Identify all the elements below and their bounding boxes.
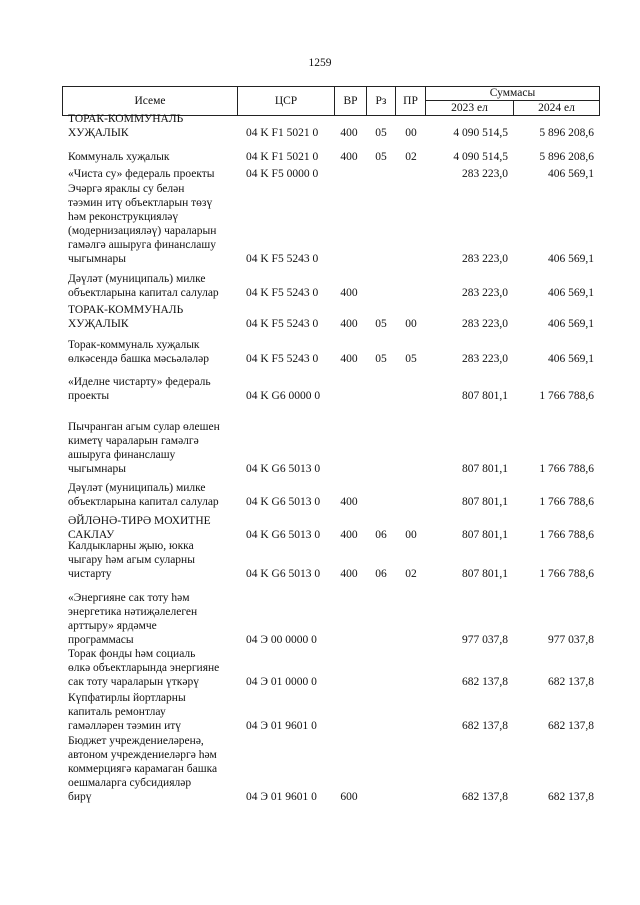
table-row [0, 539, 640, 581]
row-rz: 05 [375, 318, 387, 330]
row-sum-2024: 1 766 788,6 [539, 390, 594, 402]
row-vr: 400 [340, 353, 358, 365]
row-sum-2024: 406 569,1 [548, 318, 594, 330]
row-name: «Энергияне сак тоту һәм энергетика нәтиҗәлелеген арттыру» ярдәмче программасы [68, 592, 198, 646]
row-rz: 05 [375, 353, 387, 365]
row-sum-2023: 4 090 514,5 [453, 151, 508, 163]
table-row [0, 514, 640, 542]
row-sum-2024: 682 137,8 [548, 791, 594, 803]
row-name: ӘЙЛӘНӘ-ТИРӘ МОХИТНЕ САКЛАУ [68, 515, 211, 541]
table-row [0, 734, 640, 804]
row-sum-2024: 406 569,1 [548, 353, 594, 365]
row-pr: 05 [405, 353, 417, 365]
table-row [0, 167, 640, 181]
header-name: Исеме [63, 87, 238, 115]
row-name: Торак фонды һәм социаль өлкә объектларында энергияне сак тоту чараларын үткәрү [68, 648, 220, 688]
table-row [0, 112, 640, 140]
row-csr: 04 Э 01 9601 0 [246, 791, 317, 803]
row-csr: 04 K G6 5013 0 [246, 529, 321, 541]
row-sum-2023: 283 223,0 [462, 318, 508, 330]
row-csr: 04 K G6 0000 0 [246, 390, 321, 402]
row-rz: 05 [375, 151, 387, 163]
row-csr: 04 K F5 0000 0 [246, 168, 319, 180]
table-row [0, 420, 640, 476]
header-rz: Рз [367, 87, 396, 115]
row-csr: 04 K G6 5013 0 [246, 568, 321, 580]
row-sum-2024: 1 766 788,6 [539, 463, 594, 475]
row-sum-2024: 682 137,8 [548, 676, 594, 688]
row-sum-2023: 682 137,8 [462, 676, 508, 688]
header-vr: ВР [335, 87, 367, 115]
row-csr: 04 Э 00 0000 0 [246, 634, 317, 646]
row-name: Пычранган агым сулар өлешен киметү чараларын гамәлгә ашыруга финанслашу чыгымнары [68, 421, 220, 475]
header-year-2023: 2023 ел [426, 101, 514, 115]
row-pr: 00 [405, 529, 417, 541]
row-name: ТОРАК-КОММУНАЛЬ ХУҖАЛЫК [68, 304, 184, 330]
row-sum-2023: 807 801,1 [462, 568, 508, 580]
row-vr: 400 [340, 318, 358, 330]
table-row [0, 647, 640, 689]
table-row [0, 338, 640, 366]
row-sum-2023: 283 223,0 [462, 287, 508, 299]
row-csr: 04 Э 01 0000 0 [246, 676, 317, 688]
row-rz: 06 [375, 568, 387, 580]
row-sum-2024: 1 766 788,6 [539, 529, 594, 541]
header-sums [426, 87, 599, 115]
row-rz: 05 [375, 127, 387, 139]
header-year-2024: 2024 ел [538, 102, 575, 114]
row-csr: 04 Э 01 9601 0 [246, 720, 317, 732]
row-vr: 400 [340, 151, 358, 163]
row-csr: 04 K F5 5243 0 [246, 353, 319, 365]
row-name: ТОРАК-КОММУНАЛЬ ХУҖАЛЫК [68, 113, 184, 139]
row-csr: 04 K F5 5243 0 [246, 253, 319, 265]
header-sums-title: Суммасы [426, 87, 599, 101]
row-sum-2024: 5 896 208,6 [539, 127, 594, 139]
table-row [0, 375, 640, 403]
row-name: Дәүләт (муниципаль) милке объектларына капитал салулар [68, 482, 219, 508]
row-name: Калдыкларны җыю, юкка чыгару һәм агым суларны чистарту [68, 540, 195, 580]
table-row [0, 691, 640, 733]
row-sum-2023: 807 801,1 [462, 529, 508, 541]
row-pr: 02 [405, 151, 417, 163]
row-rz: 06 [375, 529, 387, 541]
row-name: Күпфатирлы йортларны капиталь ремонтлау гамәлләрен тәэмин итү [68, 692, 186, 732]
row-csr: 04 K F5 5243 0 [246, 287, 319, 299]
row-pr: 02 [405, 568, 417, 580]
row-sum-2023: 283 223,0 [462, 353, 508, 365]
row-csr: 04 K F5 5243 0 [246, 318, 319, 330]
row-sum-2023: 682 137,8 [462, 720, 508, 732]
row-sum-2024: 406 569,1 [548, 253, 594, 265]
row-sum-2023: 682 137,8 [462, 791, 508, 803]
row-sum-2023: 4 090 514,5 [453, 127, 508, 139]
row-vr: 400 [340, 127, 358, 139]
row-vr: 400 [340, 496, 358, 508]
row-sum-2024: 5 896 208,6 [539, 151, 594, 163]
header-csr: ЦСР [238, 87, 335, 115]
row-sum-2023: 807 801,1 [462, 390, 508, 402]
table-row [0, 591, 640, 647]
row-sum-2024: 1 766 788,6 [539, 568, 594, 580]
row-name: Коммуналь хуҗалык [68, 151, 170, 163]
row-name: Торак-коммуналь хуҗалык өлкәсендә башка мәсьәләләр [68, 339, 209, 365]
row-name: «Иделне чистарту» федераль проекты [68, 376, 211, 402]
page-number: 1259 [308, 57, 332, 69]
row-sum-2024: 1 766 788,6 [539, 496, 594, 508]
row-sum-2024: 977 037,8 [548, 634, 594, 646]
table-row [0, 481, 640, 509]
row-sum-2023: 283 223,0 [462, 168, 508, 180]
row-csr: 04 K G6 5013 0 [246, 496, 321, 508]
row-csr: 04 K G6 5013 0 [246, 463, 321, 475]
row-vr: 400 [340, 287, 358, 299]
row-name: «Чиста су» федераль проекты [68, 168, 215, 180]
row-pr: 00 [405, 318, 417, 330]
header-pr: ПР [396, 87, 426, 115]
row-sum-2024: 406 569,1 [548, 287, 594, 299]
table-row [0, 272, 640, 300]
table-row [0, 182, 640, 266]
row-pr: 00 [405, 127, 417, 139]
row-sum-2023: 977 037,8 [462, 634, 508, 646]
row-csr: 04 K F1 5021 0 [246, 127, 319, 139]
row-sum-2024: 682 137,8 [548, 720, 594, 732]
row-csr: 04 K F1 5021 0 [246, 151, 319, 163]
row-name: Бюджет учреждениеләренә, автоном учреждениеләргә һәм коммерциягә карамаган башка оешмаларга субсидияләр бирү [68, 735, 218, 803]
row-sum-2023: 283 223,0 [462, 253, 508, 265]
row-vr: 400 [340, 568, 358, 580]
row-name: Дәүләт (муниципаль) милке объектларына капитал салулар [68, 273, 219, 299]
row-sum-2023: 807 801,1 [462, 463, 508, 475]
row-name: Эчәргә яраклы су белән тәэмин итү объектларын төзү һәм реконструкцияләү (модернизацияләү) чараларын гамәлгә ашыруга финанслашу чыгымнары [68, 183, 217, 265]
row-sum-2023: 807 801,1 [462, 496, 508, 508]
row-vr: 600 [340, 791, 358, 803]
row-sum-2024: 406 569,1 [548, 168, 594, 180]
table-row [0, 303, 640, 331]
row-vr: 400 [340, 529, 358, 541]
table-row [0, 150, 640, 164]
